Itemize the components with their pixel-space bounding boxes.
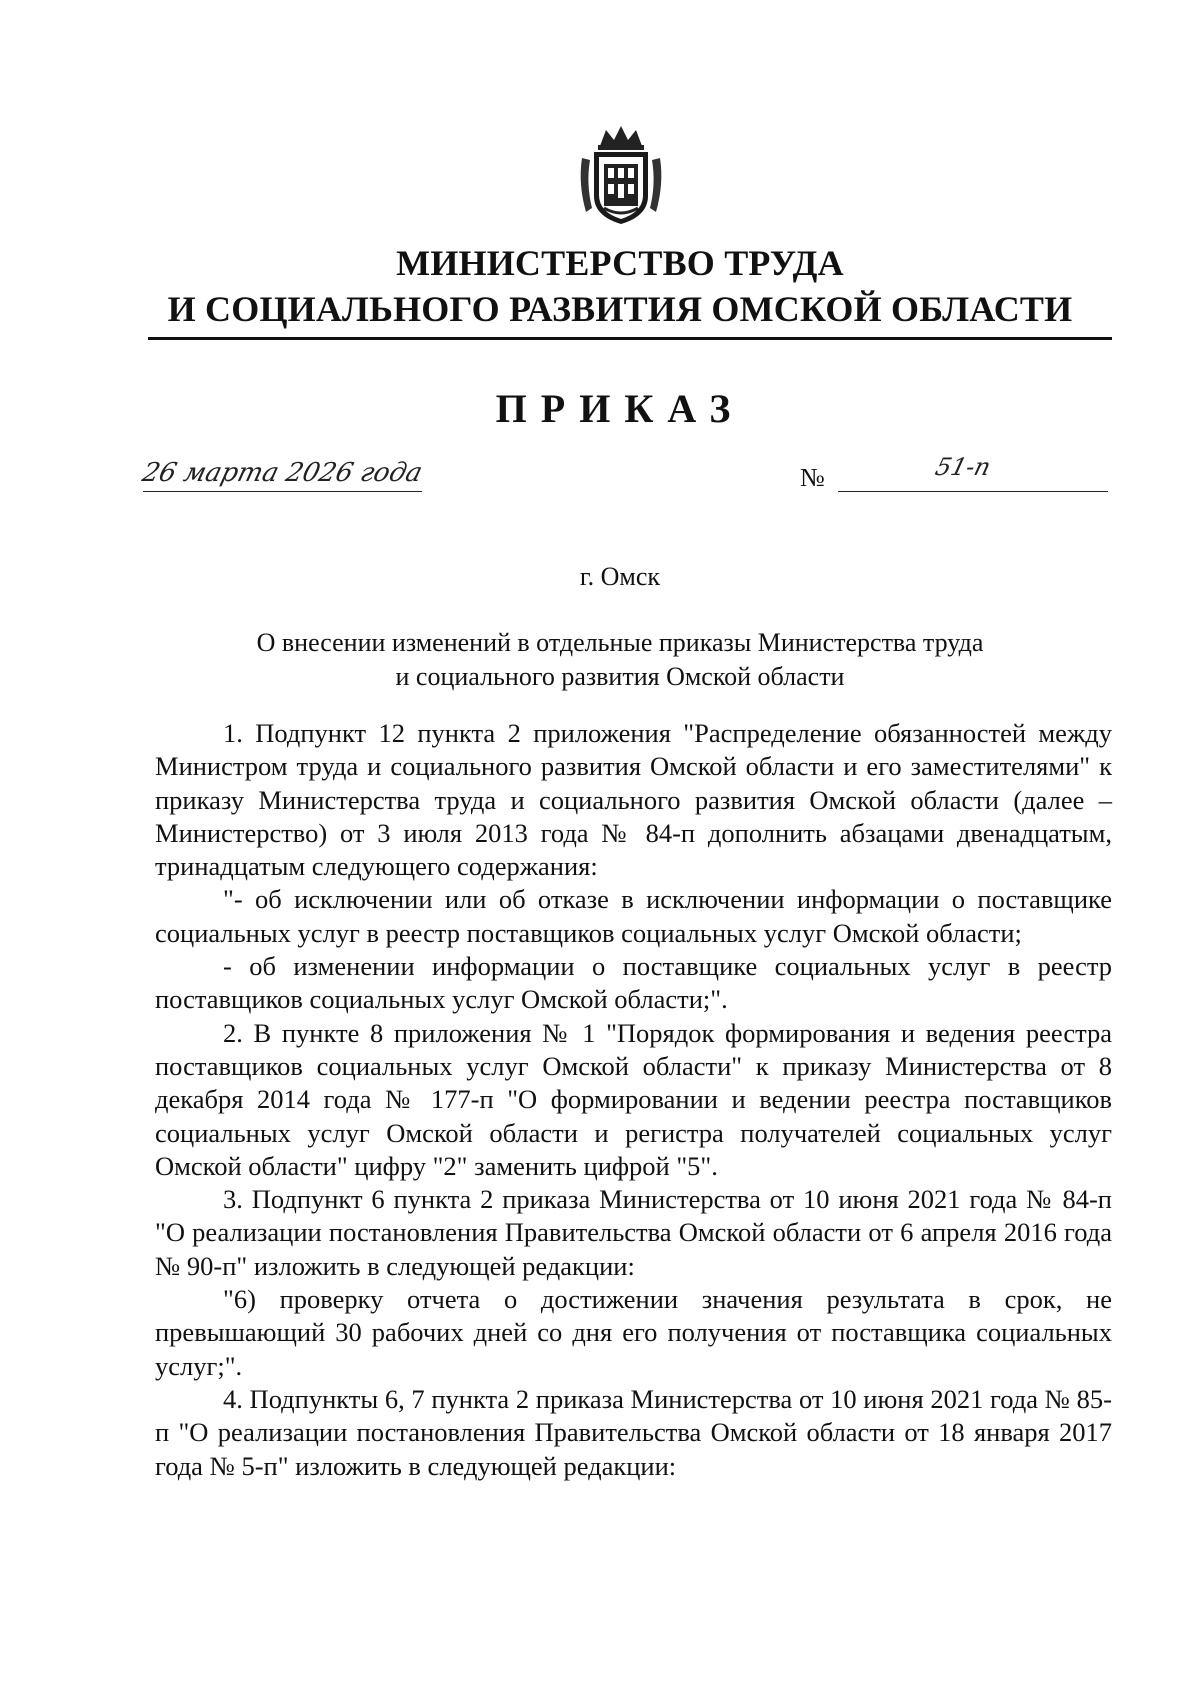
ministry-name [130, 240, 1110, 332]
city-label: г. Омск [579, 562, 661, 591]
ministry-name-line2: И СОЦИАЛЬНОГО РАЗВИТИЯ ОМСКОЙ ОБЛАСТИ [167, 289, 1073, 329]
number-label: № [800, 463, 825, 492]
handwritten-number: 51-п [932, 453, 994, 481]
document-type-title: ПРИКАЗ [495, 386, 745, 431]
document-subject [155, 626, 1085, 694]
handwritten-date: 26 марта 2026 года [139, 458, 426, 488]
paragraph-6: "6) проверку отчета о достижении значения результата в срок, не превышающий 30 рабочих дней со дня его получения от поставщика социальных услуг;". [155, 1284, 1112, 1381]
coat-of-arms-icon [578, 124, 664, 228]
paragraph-3: - об изменении информации о поставщике социальных услуг в реестр поставщиков социальных услуг Омской области;". [155, 951, 1112, 1015]
paragraph-5: 3. Подпункт 6 пункта 2 приказа Министерства от 10 июня 2021 года № 84-п "О реализации постановления Правительства Омской области от 6 апреля 2016 года № 90-п" изложить в следующей редакции: [155, 1184, 1112, 1281]
number-underline [838, 491, 1108, 492]
header-divider [148, 337, 1112, 340]
paragraph-7: 4. Подпункты 6, 7 пункта 2 приказа Министерства от 10 июня 2021 года № 85-п "О реализации постановления Правительства Омской области от 18 января 2017 года № 5-п" изложить в следующей редакции: [155, 1383, 1112, 1481]
subject-line1: О внесении изменений в отдельные приказы Министерства труда [256, 628, 984, 657]
paragraph-4: 2. В пункте 8 приложения № 1 "Порядок формирования и ведения реестра поставщиков социальных услуг Омской области" к приказу Министерства от 8 декабря 2014 года № 177-п "О формировании и ведении реестра поставщиков социальных услуг Омской области и регистра получателей социальных услуг Омской области" цифру "2" заменить цифрой "5". [155, 1017, 1112, 1181]
paragraph-2: "- об исключении или об отказе в исключении информации о поставщике социальных услуг в реестр поставщиков социальных услуг Омской области; [155, 884, 1112, 948]
paragraph-1: 1. Подпункт 12 пункта 2 приложения "Распределение обязанностей между Министром труда и социального развития Омской области и его заместителями" к приказу Министерства труда и социального развития Омской области (далее – Министерство) от 3 июля 2013 года № 84-п дополнить абзацами двенадцатым, тринадцатым следующего содержания: [155, 718, 1112, 882]
document-body [155, 717, 1112, 1483]
subject-line2: и социального развития Омской области [395, 662, 845, 691]
date-underline [143, 491, 422, 492]
ministry-name-line1: МИНИСТЕРСТВО ТРУДА [396, 243, 844, 283]
